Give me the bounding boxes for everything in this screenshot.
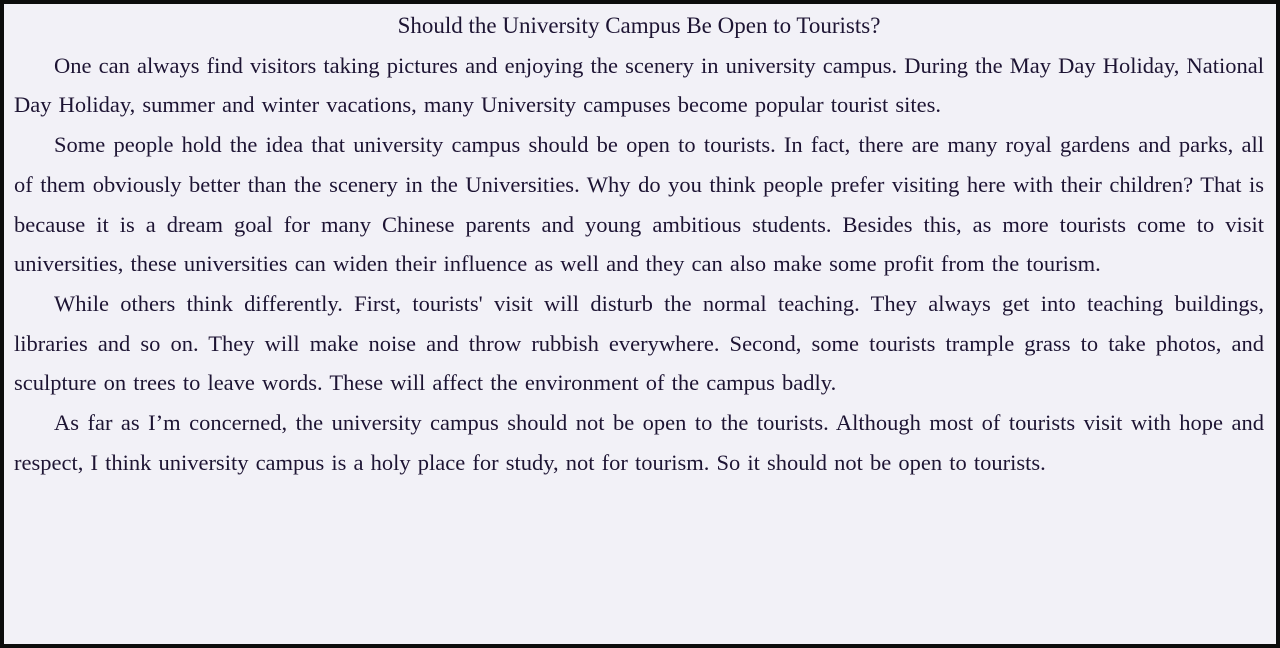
essay-title: Should the University Campus Be Open to Tourists?: [397, 13, 881, 38]
essay-paragraph-4: As far as I’m concerned, the university campus should not be open to the tourists. Although most of tourists visit with hope and respect, I think university campus is a holy place for study, not for tourism. So it should not be open to tourists.: [14, 410, 1264, 475]
essay-paragraph-1: One can always find visitors taking pictures and enjoying the scenery in university campus. During the May Day Holiday, National Day Holiday, summer and winter vacations, many University campuses become popular tourist sites.: [14, 52, 1264, 118]
essay-paragraph-2: Some people hold the idea that university campus should be open to tourists. In fact, there are many royal gardens and parks, all of them obviously better than the scenery in the Universities. Why do you think people prefer visiting here with their children? That is because it is a dream goal for many Chinese parents and young ambitious students. Besides this, as more tourists come to visit universities, these universities can widen their influence as well and they can also make some profit from the tourism.: [14, 132, 1264, 277]
essay-paragraph-3: While others think differently. First, tourists' visit will disturb the normal teaching. They always get into teaching buildings, libraries and so on. They will make noise and throw rubbish everywhere. Second, some tourists trample grass to take photos, and sculpture on trees to leave words. These will affect the environment of the campus badly.: [14, 290, 1264, 396]
